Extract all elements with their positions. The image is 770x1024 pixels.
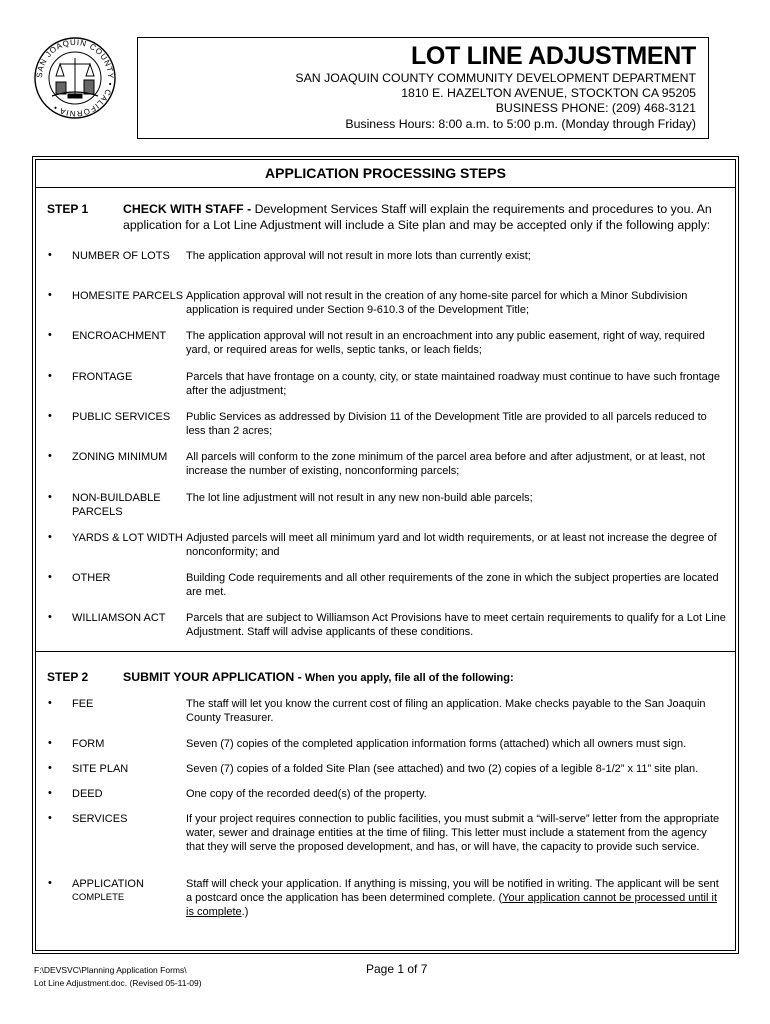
step-1-heading: [123, 201, 729, 233]
footer-file-path: [34, 964, 202, 990]
bullet-icon: •: [48, 370, 52, 382]
item-term-main: APPLICATION: [72, 878, 144, 890]
bullet-icon: •: [48, 697, 52, 709]
item-term: FORM: [72, 738, 105, 750]
item-description: [186, 877, 727, 919]
step-2-heading-bold: SUBMIT YOUR APPLICATION -: [123, 670, 302, 684]
header-box: [137, 37, 709, 139]
step-1-heading-text: Development Services Staff will explain the requirements and procedures to you. An application for a Lot Line Adjustment will include a Site plan and may be accepted only if the following apply:: [123, 202, 712, 232]
item-description: Application approval will not result in the creation of any home-site parcel for which a Minor Subdivision application is required under Section 9-610.3 of the Development Title;: [186, 290, 688, 316]
bullet-icon: •: [48, 289, 52, 301]
item-term: WILLIAMSON ACT: [72, 612, 166, 624]
step-2-label: STEP 2: [47, 670, 89, 684]
item-term: YARDS & LOT WIDTH: [72, 532, 183, 544]
footer-path-line-1: F:\DEVSVC\Planning Application Forms\: [34, 965, 187, 975]
item-term: [72, 877, 190, 905]
item-description: Public Services as addressed by Division 11 of the Development Title are provided to all parcels reduced to less than 2 acres;: [186, 411, 707, 437]
bullet-icon: •: [48, 450, 52, 462]
county-seal-logo: [34, 36, 116, 120]
item-term: FEE: [72, 698, 94, 710]
department-name: SAN JOAQUIN COUNTY COMMUNITY DEVELOPMENT DEPARTMENT: [295, 71, 696, 85]
item-description: One copy of the recorded deed(s) of the property.: [186, 788, 427, 800]
item-term: NUMBER OF LOTS: [72, 250, 170, 262]
bullet-icon: •: [48, 410, 52, 422]
item-term: DEED: [72, 788, 103, 800]
item-description: The lot line adjustment will not result in any new non-build able parcels;: [186, 492, 533, 504]
bullet-icon: •: [48, 249, 52, 261]
business-phone: BUSINESS PHONE: (209) 468-3121: [495, 101, 696, 115]
item-term: SERVICES: [72, 813, 128, 825]
item-term: ZONING MINIMUM: [72, 451, 168, 463]
step-divider: [36, 651, 735, 652]
item-term: OTHER: [72, 572, 111, 584]
bullet-icon: •: [48, 329, 52, 341]
footer-path-line-2: Lot Line Adjustment.doc. (Revised 05-11-09): [34, 978, 202, 988]
step-2-heading: [123, 669, 729, 686]
section-title: APPLICATION PROCESSING STEPS: [36, 160, 735, 188]
seal-emblem: [52, 58, 98, 98]
item-description: Parcels that are subject to Williamson Act Provisions have to meet certain requirements to qualify for a Lot Line Adjustment. Staff will advise applicants of these conditions.: [186, 612, 726, 638]
page-number: Page 1 of 7: [366, 962, 428, 976]
item-description: Seven (7) copies of the completed application information forms (attached) which all owners must sign.: [186, 738, 687, 750]
bullet-icon: •: [48, 491, 52, 503]
document-title: LOT LINE ADJUSTMENT: [410, 42, 696, 70]
bullet-icon: •: [48, 812, 52, 824]
item-description: The staff will let you know the current cost of filing an application. Make checks payable to the San Joaquin County Treasurer.: [186, 698, 706, 724]
bullet-icon: •: [48, 531, 52, 543]
item-description-text: Staff will check your application. If anything is missing, you will be notified in writing. The applicant will be sent a postcard once the application has been determined complete. (: [186, 878, 719, 904]
department-address: 1810 E. HAZELTON AVENUE, STOCKTON CA 95205: [401, 86, 696, 100]
item-description: The application approval will not result in an encroachment into any public easement, right of way, required yard, or required areas for wells, septic tanks, or leach fields;: [186, 330, 705, 356]
item-description: Building Code requirements and all other requirements of the zone in which the subject properties are located are met.: [186, 572, 719, 598]
processing-steps-box: [32, 156, 739, 954]
item-description: Seven (7) copies of a folded Site Plan (see attached) and two (2) copies of a legible 8-1/2” x 11” site plan.: [186, 763, 699, 775]
bullet-icon: •: [48, 787, 52, 799]
bullet-icon: •: [48, 571, 52, 583]
item-description: Adjusted parcels will meet all minimum yard and lot width requirements, or at least not increase the degree of nonconformity; and: [186, 532, 717, 558]
item-term: PUBLIC SERVICES: [72, 411, 171, 423]
item-description: All parcels will conform to the zone minimum of the parcel area before and after adjustment, or at least, not increase the number of existing, nonconforming parcels;: [186, 451, 706, 477]
bullet-icon: •: [48, 737, 52, 749]
item-term: HOMESITE PARCELS: [72, 290, 184, 302]
seal-text: SAN JOAQUIN COUNTY • CALIFORNIA •: [34, 37, 116, 119]
item-description-end: .): [241, 906, 249, 918]
bullet-icon: •: [48, 762, 52, 774]
item-term: SITE PLAN: [72, 763, 129, 775]
inner-frame: [35, 159, 736, 951]
business-hours: Business Hours: 8:00 a.m. to 5:00 p.m. (Monday through Friday): [345, 117, 696, 131]
item-description: Parcels that have frontage on a county, city, or state maintained roadway must continue to have such frontage after the adjustment;: [186, 371, 721, 397]
bullet-icon: •: [48, 877, 52, 889]
item-term-sub: COMPLETE: [72, 892, 125, 903]
step-1-label: STEP 1: [47, 202, 89, 216]
step-1-heading-bold: CHECK WITH STAFF -: [123, 202, 252, 216]
item-term: NON-BUILDABLE PARCELS: [72, 492, 161, 518]
item-description: If your project requires connection to public facilities, you must submit a “will-serve” letter from the appropriate water, sewer and drainage entities at the time of filing. This letter must include a statement from the agency that they will serve the proposed development, and has, or will have, the capacity to provide such service.: [186, 813, 720, 853]
item-description-underlined: Your application cannot be processed until it is complete: [186, 892, 718, 918]
item-description: The application approval will not result in more lots than currently exist;: [186, 250, 531, 262]
bullet-icon: •: [48, 611, 52, 623]
item-term: FRONTAGE: [72, 371, 133, 383]
step-2-heading-sub: When you apply, file all of the following:: [301, 672, 514, 684]
item-term: ENCROACHMENT: [72, 330, 167, 342]
